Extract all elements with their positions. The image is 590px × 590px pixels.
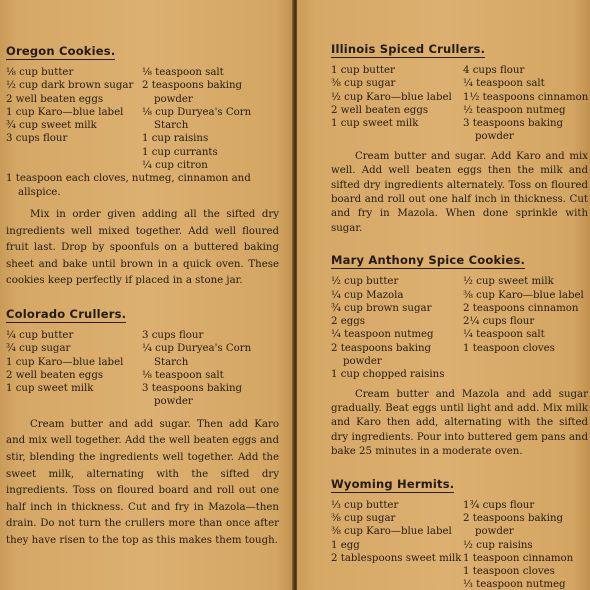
ingredient: ¼ teaspoon salt	[463, 329, 545, 341]
recipe-method: Cream butter and add sugar. Then add Karo and mix well together. Add the well beaten eggs and stir, blending the ingredients well together. Add the sweet milk, alternating with the sifted dry ingredients. Toss on floured board and roll out one half inch in thickness. Cut and fry in Mazola—then drain. Do not turn the crullers more than once after they have risen to the top as this makes them tough.	[6, 418, 279, 546]
ingredient: 3 cups flour	[6, 133, 68, 145]
ingredient: ⅜ cup sugar	[331, 512, 396, 524]
ingredient-list	[331, 275, 590, 368]
ingredient: ¼ cup Mazola	[331, 289, 404, 301]
recipe-oregon-cookies	[6, 40, 287, 290]
ingredient: 1 teaspoon cloves	[463, 342, 555, 354]
recipe-wyoming-hermits	[331, 473, 590, 590]
ingredient: ½ cup dark brown sugar	[6, 80, 134, 92]
ingredient-column-1	[6, 66, 142, 172]
ingredient: 1 teaspoon cinnamon	[463, 552, 574, 564]
ingredient: 1 egg	[331, 539, 360, 551]
ingredient: 3 cups flour	[142, 329, 204, 341]
ingredient: ½ cup Karo—blue label	[331, 91, 452, 103]
ingredient: 4 cups flour	[463, 65, 525, 76]
ingredient: ⅛ teaspoon salt	[142, 67, 224, 78]
ingredient-list	[6, 329, 287, 409]
left-page	[0, 0, 293, 590]
recipe-method: Mix in order given adding all the sifted dry ingredients well mixed together. Add well floured fruit last. Drop by spoonfuls on a buttered baking sheet and bake until brown in a quick oven. These cookies keep perfectly if placed in a stone jar.	[6, 208, 279, 287]
recipe-method: Cream butter and sugar. Add Karo and mix well. Add well beaten eggs then the milk and sifted dry ingredients alternately. Toss on floured board and roll out one half inch in thickness. Cut and fry in Mazola. When done sprinkle with sugar.	[331, 150, 588, 234]
ingredient: 1 cup Karo—blue label	[6, 106, 124, 118]
recipe-method: Cream butter and Mazola and add sugar gradually. Beat eggs until light and add. Mix milk and Karo then add, alternating with the sifted dry ingredients. Pour into buttered gem pans and bake 25 minutes in a moderate oven.	[331, 388, 588, 458]
recipe-title: Mary Anthony Spice Cookies.	[331, 253, 526, 268]
recipe-illinois-spiced-crullers	[331, 38, 590, 236]
ingredient: ⅛ cup Duryea's Corn Starch	[142, 106, 252, 132]
ingredient-column-1	[331, 499, 463, 590]
ingredient: 2 teaspoons cinnamon	[463, 302, 579, 314]
ingredient-column-1	[331, 64, 463, 144]
recipe-mary-anthony-spice-cookies	[331, 249, 590, 459]
ingredient: ⅜ cup Karo—blue label	[463, 289, 584, 301]
ingredient: ¾ cup sugar	[6, 343, 71, 355]
recipe-title: Colorado Crullers.	[6, 306, 127, 321]
ingredient: 2 eggs	[331, 316, 366, 328]
ingredient: ⅛ cup butter	[6, 67, 74, 78]
ingredient: 1 cup sweet milk	[331, 118, 419, 130]
ingredient-column-2	[142, 66, 282, 172]
ingredient-list	[331, 499, 590, 590]
ingredient: ¼ teaspoon nutmeg	[331, 329, 434, 341]
ingredient: ⅜ cup Karo—blue label	[331, 526, 452, 538]
ingredient: ⅓ cup butter	[331, 499, 399, 511]
ingredient: ½ cup sweet milk	[463, 276, 554, 288]
ingredient: 1 cup sweet milk	[6, 383, 94, 395]
ingredient: 3 teaspoons baking powder	[142, 383, 243, 408]
ingredient: 2 well beaten eggs	[6, 93, 104, 105]
right-page	[297, 0, 590, 590]
ingredient: 1 cup raisins	[142, 133, 209, 145]
ingredient: ½ cup raisins	[463, 539, 533, 551]
ingredient: 2 teaspoons baking powder	[331, 342, 432, 367]
ingredient: ⅛ teaspoon salt	[142, 369, 224, 381]
ingredient: 2 well beaten eggs	[6, 369, 104, 381]
ingredient: ¾ cup brown sugar	[331, 302, 432, 314]
ingredient-column-2	[142, 329, 282, 409]
ingredient: ¼ cup butter	[6, 329, 74, 341]
ingredient: ¼ teaspoon salt	[463, 78, 545, 90]
ingredient-list	[331, 64, 590, 144]
ingredient: 2 tablespoons sweet milk	[331, 552, 462, 564]
ingredient-column-1	[331, 275, 463, 368]
ingredient: 2 teaspoons baking powder	[463, 512, 564, 538]
ingredient-full-line: 1 cup chopped raisins	[331, 369, 445, 381]
ingredient-list	[6, 66, 287, 172]
ingredient: 1¾ cups flour	[463, 499, 535, 511]
recipe-title: Illinois Spiced Crullers.	[331, 42, 486, 56]
ingredient: ¾ cup sweet milk	[6, 120, 97, 132]
ingredient-column-2	[463, 64, 590, 144]
ingredient: ½ cup butter	[331, 276, 399, 288]
ingredient: ½ teaspoon nutmeg	[463, 104, 566, 116]
recipe-title: Wyoming Hermits.	[331, 476, 455, 491]
ingredient: 2 well beaten eggs	[331, 104, 429, 116]
ingredient: ¼ cup citron	[142, 160, 208, 172]
ingredient: 1½ teaspoons cinnamon	[463, 91, 589, 103]
ingredient: 1 teaspoon cloves	[463, 566, 555, 578]
recipe-colorado-crullers	[6, 303, 287, 550]
ingredient: 1 cup currants	[142, 146, 218, 158]
ingredient: ⅓ teaspoon nutmeg	[463, 579, 566, 590]
ingredient-column-2	[463, 275, 590, 368]
ingredient: ⅜ cup sugar	[331, 78, 396, 90]
ingredient: 1 cup butter	[331, 65, 395, 76]
ingredient-column-1	[6, 329, 142, 409]
ingredient: 2 teaspoons baking powder	[142, 80, 243, 105]
ingredient-column-2	[463, 499, 590, 590]
ingredient: 3 teaspoons baking powder	[463, 118, 564, 143]
ingredient: 1 cup Karo—blue label	[6, 356, 124, 368]
recipe-title: Oregon Cookies.	[6, 44, 116, 58]
ingredient: 2¼ cups flour	[463, 316, 535, 328]
ingredient: ¼ cup Duryea's Corn Starch	[142, 343, 252, 368]
ingredient-full-line: 1 teaspoon each cloves, nutmeg, cinnamon and allspice.	[6, 173, 251, 198]
